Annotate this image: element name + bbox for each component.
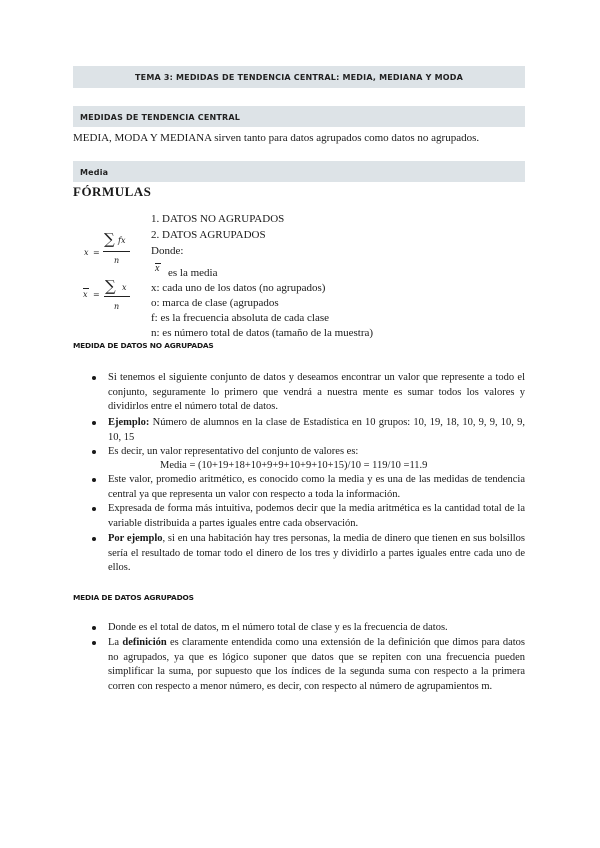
media-heading: Media: [80, 168, 109, 177]
list-item: Este valor, promedio aritmético, es conocido como la media y es una de las medidas de tendencia central ya que representa un valor con respecto a toda la información.: [92, 473, 525, 502]
subheading-ungrouped: MEDIDA DE DATOS NO AGRUPADAS: [73, 341, 214, 350]
list-item: Ejemplo: Número de alumnos en la clase de Estadística en 10 grupos: 10, 19, 18, 10, 9, 9, 10, 9, 10, 15: [92, 416, 525, 445]
legend-line: 2. DATOS AGRUPADOS: [151, 229, 266, 241]
section-heading-band: [73, 106, 525, 127]
list-item: La definición es claramente entendida como una extensión de la definición que dimos para datos no agrupados, ya que es lógico suponer que datos que se repiten con una frecuencia pueden simplificar la suma, por supuesto que los índices de la segunda suma con respecto a la primera corren con respecto a menor número, es decir, con respecto al número de agrupamientos m.: [92, 636, 525, 694]
section-intro-text: MEDIA, MODA Y MEDIANA sirven tanto para datos agrupados como datos no agrupados.: [73, 132, 480, 144]
subheading-grouped: MEDIA DE DATOS AGRUPADOS: [73, 593, 194, 602]
legend-line: n: es número total de datos (tamaño de la muestra): [151, 327, 374, 339]
list-item: Donde es el total de datos, m el número total de clase y es la frecuencia de datos.: [92, 621, 525, 636]
list-item: Por ejemplo, si en una habitación hay tres personas, la media de dinero que tienen en sus bolsillos sería el resultado de tomar todo el dinero de los tres y dividirlo a partes iguales entre cada uno de ellos.: [92, 532, 525, 576]
list-item: Expresada de forma más intuitiva, podemos decir que la media aritmética es la cantidad total de la variable distribuida a partes iguales entre cada observación.: [92, 502, 525, 531]
list-item: Si tenemos el siguiente conjunto de datos y deseamos encontrar un valor que represente a todo el conjunto, seguramente lo primero que vendrá a nuestra mente es sumar todos los valores y dividirlos entre el número total de datos.: [92, 371, 525, 415]
formulas-title: FÓRMULAS: [73, 184, 152, 199]
document-title-band: [73, 66, 525, 88]
legend-line: x: cada uno de los datos (no agrupados): [151, 282, 326, 294]
list-item: Es decir, un valor representativo del conjunto de valores es:: [92, 445, 525, 460]
legend-line: 1. DATOS NO AGRUPADOS: [151, 213, 285, 225]
legend-line: Donde:: [151, 245, 184, 257]
media-heading-band: [73, 161, 525, 182]
media-calculation: Media = (10+19+18+10+9+9+10+9+10+15)/10 = 119/10 =11.9: [160, 460, 428, 471]
document-title: TEMA 3: MEDIDAS DE TENDENCIA CENTRAL: MEDIA, MEDIANA Y MODA: [135, 73, 463, 82]
legend-line: f: es la frecuencia absoluta de cada clase: [151, 312, 330, 324]
section-heading: MEDIDAS DE TENDENCIA CENTRAL: [80, 113, 241, 122]
legend-line: o: marca de clase (agrupados: [151, 297, 279, 309]
legend-line: es la media: [168, 267, 218, 279]
